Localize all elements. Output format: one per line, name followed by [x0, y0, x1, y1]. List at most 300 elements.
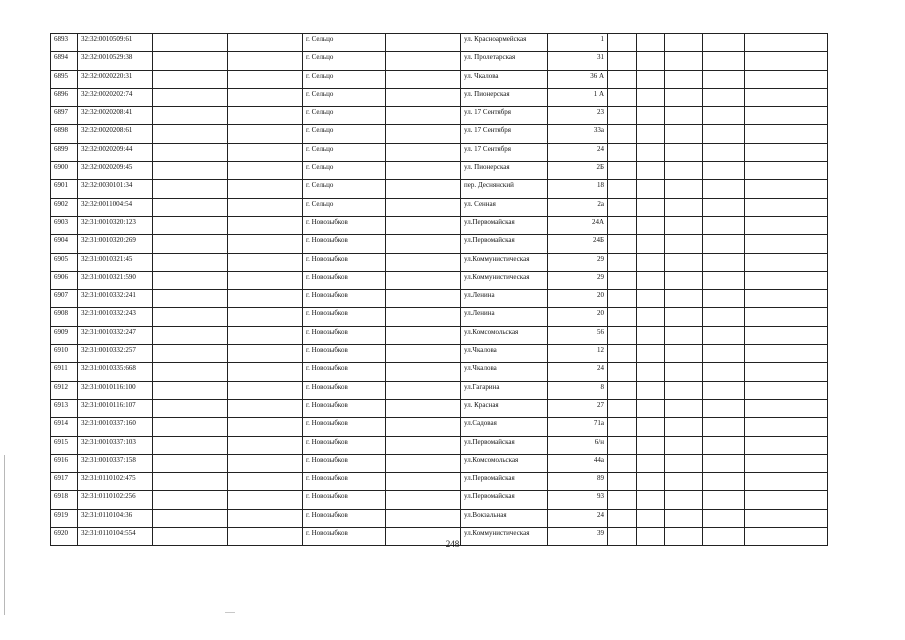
cell-empty — [153, 454, 228, 472]
cell-locality: г. Новозыбков — [303, 253, 386, 271]
cell-house-number: 24А — [548, 216, 608, 234]
cell-empty — [637, 454, 665, 472]
cell-house-number: 24 — [548, 143, 608, 161]
cell-empty — [153, 88, 228, 106]
cell-empty — [703, 235, 745, 253]
cell-street: пер. Деснянский — [461, 180, 548, 198]
cell-empty — [608, 473, 637, 491]
cell-empty — [228, 290, 303, 308]
cell-house-number: 18 — [548, 180, 608, 198]
cell-empty — [665, 70, 703, 88]
cell-house-number: 2Б — [548, 162, 608, 180]
cell-cadastral-number: 32:31:0010332:241 — [78, 290, 153, 308]
table-row — [51, 162, 828, 180]
cell-empty — [608, 363, 637, 381]
cell-empty — [665, 436, 703, 454]
cell-empty — [228, 162, 303, 180]
cell-empty — [608, 52, 637, 70]
cell-empty — [665, 180, 703, 198]
cell-empty — [153, 363, 228, 381]
cell-empty — [386, 454, 461, 472]
cell-empty — [703, 70, 745, 88]
cell-empty — [608, 216, 637, 234]
cell-empty — [228, 52, 303, 70]
cell-locality: г. Новозыбков — [303, 271, 386, 289]
table-row — [51, 454, 828, 472]
cell-empty — [665, 107, 703, 125]
cell-empty — [745, 198, 828, 216]
cell-empty — [228, 326, 303, 344]
cell-house-number: 71а — [548, 418, 608, 436]
cell-house-number: 31 — [548, 52, 608, 70]
cell-empty — [608, 107, 637, 125]
cell-empty — [228, 473, 303, 491]
cell-cadastral-number: 32:31:0110102:256 — [78, 491, 153, 509]
cell-empty — [665, 34, 703, 52]
cell-cadastral-number: 32:31:0110104:554 — [78, 528, 153, 546]
cell-empty — [153, 436, 228, 454]
cell-house-number: 29 — [548, 253, 608, 271]
cell-cadastral-number: 32:31:0010116:107 — [78, 399, 153, 417]
cell-empty — [608, 290, 637, 308]
cell-empty — [637, 34, 665, 52]
cell-empty — [665, 509, 703, 527]
cell-empty — [386, 143, 461, 161]
table-row — [51, 125, 828, 143]
cell-cadastral-number: 32:32:0030101:34 — [78, 180, 153, 198]
registry-table — [50, 33, 828, 546]
cell-cadastral-number: 32:32:0010509:61 — [78, 34, 153, 52]
cell-empty — [637, 180, 665, 198]
cell-empty — [228, 491, 303, 509]
cell-empty — [703, 436, 745, 454]
cell-row-number: 6904 — [51, 235, 78, 253]
cell-cadastral-number: 32:31:0010337:158 — [78, 454, 153, 472]
cell-empty — [703, 125, 745, 143]
cell-empty — [228, 107, 303, 125]
cell-street: ул. 17 Сентября — [461, 107, 548, 125]
cell-empty — [703, 509, 745, 527]
cell-empty — [703, 473, 745, 491]
cell-empty — [665, 399, 703, 417]
table-row — [51, 326, 828, 344]
cell-house-number: 24 — [548, 363, 608, 381]
table-row — [51, 216, 828, 234]
cell-empty — [745, 436, 828, 454]
cell-empty — [703, 180, 745, 198]
cell-empty — [386, 253, 461, 271]
cell-empty — [153, 290, 228, 308]
cell-empty — [745, 290, 828, 308]
cell-street: ул. Красная — [461, 399, 548, 417]
table-row — [51, 418, 828, 436]
cell-empty — [153, 180, 228, 198]
cell-empty — [703, 88, 745, 106]
cell-empty — [228, 271, 303, 289]
cell-row-number: 6901 — [51, 180, 78, 198]
cell-house-number: 39 — [548, 528, 608, 546]
cell-street: ул.Ленина — [461, 308, 548, 326]
cell-empty — [608, 88, 637, 106]
cell-cadastral-number: 32:31:0010320:123 — [78, 216, 153, 234]
cell-empty — [228, 345, 303, 363]
cell-empty — [703, 253, 745, 271]
cell-row-number: 6913 — [51, 399, 78, 417]
cell-cadastral-number: 32:32:0020220:31 — [78, 70, 153, 88]
cell-street: ул.Чкалова — [461, 345, 548, 363]
cell-empty — [386, 345, 461, 363]
cell-empty — [386, 308, 461, 326]
cell-empty — [637, 308, 665, 326]
cell-cadastral-number: 32:31:0010321:590 — [78, 271, 153, 289]
cell-empty — [745, 308, 828, 326]
cell-empty — [608, 381, 637, 399]
cell-empty — [608, 509, 637, 527]
table-row — [51, 473, 828, 491]
cell-empty — [228, 34, 303, 52]
cell-empty — [153, 107, 228, 125]
cell-empty — [665, 491, 703, 509]
cell-row-number: 6894 — [51, 52, 78, 70]
cell-empty — [703, 271, 745, 289]
cell-row-number: 6903 — [51, 216, 78, 234]
cell-street: ул. 17 Сентября — [461, 125, 548, 143]
cell-locality: г. Сельцо — [303, 180, 386, 198]
cell-empty — [153, 52, 228, 70]
cell-empty — [637, 473, 665, 491]
cell-empty — [386, 381, 461, 399]
cell-empty — [608, 326, 637, 344]
cell-empty — [745, 473, 828, 491]
cell-empty — [608, 345, 637, 363]
cell-street: ул.Вокзальная — [461, 509, 548, 527]
cell-row-number: 6914 — [51, 418, 78, 436]
table-row — [51, 290, 828, 308]
cell-empty — [637, 290, 665, 308]
cell-empty — [637, 253, 665, 271]
cell-row-number: 6910 — [51, 345, 78, 363]
cell-empty — [745, 70, 828, 88]
cell-empty — [608, 253, 637, 271]
cell-empty — [637, 198, 665, 216]
cell-empty — [745, 88, 828, 106]
cell-cadastral-number: 32:31:0010320:269 — [78, 235, 153, 253]
cell-street: ул.Первомайская — [461, 235, 548, 253]
cell-empty — [153, 326, 228, 344]
cell-street: ул.Комсомольская — [461, 454, 548, 472]
cell-row-number: 6896 — [51, 88, 78, 106]
cell-empty — [386, 363, 461, 381]
cell-locality: г. Новозыбков — [303, 326, 386, 344]
cell-house-number: 29 — [548, 271, 608, 289]
cell-empty — [228, 253, 303, 271]
cell-empty — [637, 52, 665, 70]
cell-empty — [608, 70, 637, 88]
cell-locality: г. Новозыбков — [303, 528, 386, 546]
cell-house-number: 89 — [548, 473, 608, 491]
cell-row-number: 6899 — [51, 143, 78, 161]
cell-empty — [608, 271, 637, 289]
cell-empty — [228, 70, 303, 88]
cell-street: ул. Пролетарская — [461, 52, 548, 70]
cell-empty — [637, 326, 665, 344]
table-row — [51, 345, 828, 363]
cell-house-number: 6/н — [548, 436, 608, 454]
cell-cadastral-number: 32:31:0010332:247 — [78, 326, 153, 344]
cell-street: ул. Пионерская — [461, 88, 548, 106]
cell-empty — [745, 418, 828, 436]
cell-empty — [386, 399, 461, 417]
cell-house-number: 20 — [548, 290, 608, 308]
cell-empty — [745, 454, 828, 472]
cell-empty — [608, 436, 637, 454]
cell-empty — [665, 216, 703, 234]
cell-empty — [665, 381, 703, 399]
cell-empty — [608, 418, 637, 436]
cell-empty — [386, 290, 461, 308]
cell-cadastral-number: 32:31:0110104:36 — [78, 509, 153, 527]
cell-cadastral-number: 32:31:0010332:243 — [78, 308, 153, 326]
cell-locality: г. Новозыбков — [303, 399, 386, 417]
cell-empty — [703, 290, 745, 308]
cell-house-number: 24Б — [548, 235, 608, 253]
cell-empty — [703, 418, 745, 436]
cell-street: ул.Первомайская — [461, 473, 548, 491]
cell-empty — [637, 125, 665, 143]
cell-empty — [637, 162, 665, 180]
cell-empty — [637, 363, 665, 381]
table-row — [51, 143, 828, 161]
cell-empty — [703, 363, 745, 381]
cell-empty — [386, 271, 461, 289]
cell-row-number: 6907 — [51, 290, 78, 308]
cell-empty — [665, 418, 703, 436]
cell-cadastral-number: 32:31:0010321:45 — [78, 253, 153, 271]
cell-empty — [745, 125, 828, 143]
cell-locality: г. Новозыбков — [303, 345, 386, 363]
cell-cadastral-number: 32:32:0020209:44 — [78, 143, 153, 161]
cell-empty — [637, 216, 665, 234]
table-row — [51, 70, 828, 88]
cell-locality: г. Сельцо — [303, 70, 386, 88]
cell-house-number: 93 — [548, 491, 608, 509]
cell-empty — [228, 363, 303, 381]
cell-empty — [386, 216, 461, 234]
cell-empty — [228, 308, 303, 326]
cell-empty — [665, 326, 703, 344]
cell-empty — [153, 125, 228, 143]
cell-cadastral-number: 32:31:0010116:100 — [78, 381, 153, 399]
cell-empty — [703, 52, 745, 70]
cell-empty — [153, 418, 228, 436]
cell-empty — [637, 491, 665, 509]
cell-empty — [637, 509, 665, 527]
cell-empty — [153, 491, 228, 509]
cell-house-number: 56 — [548, 326, 608, 344]
cell-empty — [703, 308, 745, 326]
cell-empty — [745, 180, 828, 198]
cell-row-number: 6906 — [51, 271, 78, 289]
cell-empty — [386, 235, 461, 253]
cell-house-number: 44а — [548, 454, 608, 472]
cell-house-number: 23 — [548, 107, 608, 125]
table-row — [51, 235, 828, 253]
cell-empty — [153, 70, 228, 88]
table-row — [51, 399, 828, 417]
cell-house-number: 27 — [548, 399, 608, 417]
registry-table-body — [51, 34, 828, 546]
cell-empty — [228, 509, 303, 527]
cell-empty — [608, 162, 637, 180]
cell-locality: г. Сельцо — [303, 88, 386, 106]
cell-empty — [745, 326, 828, 344]
cell-street: ул. Сенная — [461, 198, 548, 216]
cell-street: ул. 17 Сентября — [461, 143, 548, 161]
cell-cadastral-number: 32:32:0020209:45 — [78, 162, 153, 180]
cell-cadastral-number: 32:32:0020208:41 — [78, 107, 153, 125]
cell-empty — [608, 491, 637, 509]
cell-house-number: 2а — [548, 198, 608, 216]
cell-street: ул.Коммунистическая — [461, 528, 548, 546]
cell-empty — [665, 290, 703, 308]
cell-row-number: 6905 — [51, 253, 78, 271]
cell-empty — [608, 399, 637, 417]
cell-locality: г. Сельцо — [303, 107, 386, 125]
cell-empty — [745, 491, 828, 509]
cell-empty — [665, 198, 703, 216]
cell-row-number: 6916 — [51, 454, 78, 472]
cell-empty — [637, 107, 665, 125]
cell-empty — [608, 198, 637, 216]
cell-empty — [153, 143, 228, 161]
cell-empty — [745, 52, 828, 70]
cell-empty — [228, 88, 303, 106]
scan-edge-line — [4, 455, 5, 615]
cell-empty — [665, 253, 703, 271]
cell-locality: г. Сельцо — [303, 34, 386, 52]
cell-empty — [386, 326, 461, 344]
cell-empty — [153, 271, 228, 289]
cell-street: ул.Первомайская — [461, 216, 548, 234]
cell-locality: г. Сельцо — [303, 198, 386, 216]
cell-empty — [386, 107, 461, 125]
cell-empty — [386, 34, 461, 52]
cell-empty — [386, 125, 461, 143]
cell-empty — [637, 436, 665, 454]
cell-empty — [608, 125, 637, 143]
cell-empty — [153, 162, 228, 180]
cell-empty — [637, 399, 665, 417]
scan-mark — [225, 612, 235, 613]
cell-empty — [228, 381, 303, 399]
cell-empty — [153, 345, 228, 363]
cell-street: ул.Комсомольская — [461, 326, 548, 344]
cell-empty — [386, 162, 461, 180]
table-row — [51, 381, 828, 399]
cell-empty — [228, 436, 303, 454]
table-row — [51, 52, 828, 70]
cell-row-number: 6902 — [51, 198, 78, 216]
cell-locality: г. Новозыбков — [303, 436, 386, 454]
cell-house-number: 1 — [548, 34, 608, 52]
cell-locality: г. Новозыбков — [303, 290, 386, 308]
page-number: 248 — [445, 539, 460, 549]
cell-empty — [386, 509, 461, 527]
cell-empty — [386, 418, 461, 436]
cell-empty — [703, 107, 745, 125]
cell-street: ул. Красноармейская — [461, 34, 548, 52]
cell-row-number: 6911 — [51, 363, 78, 381]
cell-street: ул.Ленина — [461, 290, 548, 308]
cell-empty — [665, 454, 703, 472]
cell-row-number: 6909 — [51, 326, 78, 344]
cell-empty — [745, 399, 828, 417]
cell-empty — [665, 125, 703, 143]
cell-locality: г. Сельцо — [303, 143, 386, 161]
cell-street: ул. Чкалова — [461, 70, 548, 88]
cell-empty — [703, 162, 745, 180]
cell-empty — [153, 235, 228, 253]
cell-locality: г. Новозыбков — [303, 308, 386, 326]
cell-empty — [745, 107, 828, 125]
cell-empty — [608, 143, 637, 161]
cell-locality: г. Сельцо — [303, 162, 386, 180]
cell-empty — [745, 143, 828, 161]
cell-empty — [703, 34, 745, 52]
cell-empty — [228, 418, 303, 436]
cell-row-number: 6917 — [51, 473, 78, 491]
cell-empty — [637, 381, 665, 399]
cell-empty — [703, 143, 745, 161]
cell-empty — [703, 399, 745, 417]
cell-empty — [665, 473, 703, 491]
cell-empty — [228, 399, 303, 417]
cell-street: ул.Коммунистическая — [461, 253, 548, 271]
cell-empty — [703, 381, 745, 399]
cell-empty — [228, 143, 303, 161]
cell-empty — [665, 52, 703, 70]
table-row — [51, 271, 828, 289]
cell-empty — [228, 180, 303, 198]
cell-row-number: 6918 — [51, 491, 78, 509]
cell-cadastral-number: 32:31:0110102:475 — [78, 473, 153, 491]
cell-locality: г. Сельцо — [303, 52, 386, 70]
cell-empty — [665, 88, 703, 106]
cell-empty — [637, 88, 665, 106]
cell-house-number: 8 — [548, 381, 608, 399]
cell-empty — [153, 253, 228, 271]
cell-street: ул.Коммунистическая — [461, 271, 548, 289]
cell-empty — [665, 235, 703, 253]
table-row — [51, 253, 828, 271]
cell-empty — [153, 381, 228, 399]
table-row — [51, 363, 828, 381]
cell-house-number: 1 А — [548, 88, 608, 106]
table-row — [51, 107, 828, 125]
cell-empty — [153, 509, 228, 527]
cell-empty — [745, 271, 828, 289]
cell-row-number: 6915 — [51, 436, 78, 454]
cell-empty — [228, 198, 303, 216]
cell-empty — [745, 345, 828, 363]
cell-locality: г. Новозыбков — [303, 418, 386, 436]
cell-locality: г. Новозыбков — [303, 491, 386, 509]
cell-empty — [608, 235, 637, 253]
cell-row-number: 6900 — [51, 162, 78, 180]
cell-row-number: 6895 — [51, 70, 78, 88]
cell-empty — [153, 399, 228, 417]
table-row — [51, 308, 828, 326]
